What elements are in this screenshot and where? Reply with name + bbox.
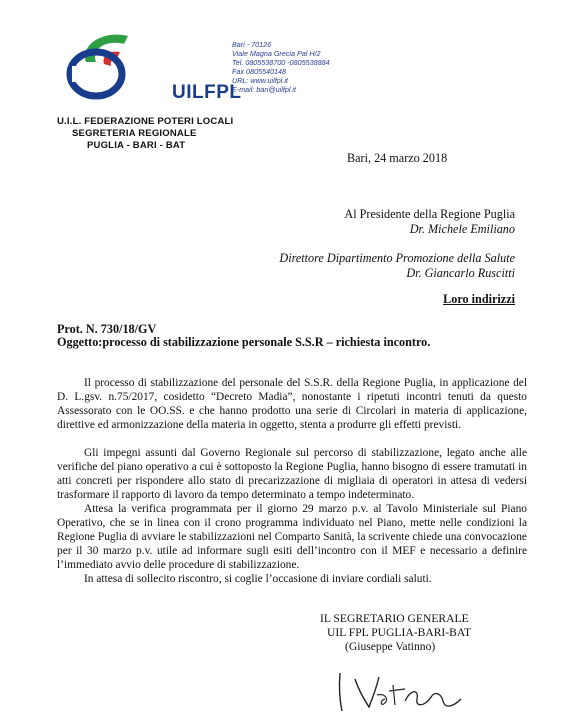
uilfpl-logo	[66, 26, 242, 106]
contact-block	[232, 40, 330, 94]
handwritten-signature	[315, 667, 465, 717]
contact-line: URL: www.uilfpl.it	[232, 76, 288, 85]
letter-date: Bari, 24 marzo 2018	[347, 151, 448, 165]
contact-line: Tel. 0805538700 -0805538884	[232, 58, 330, 67]
loro-indirizzi: Loro indirizzi	[443, 292, 515, 306]
body-paragraph-2: Gli impegni assunti dal Governo Regionale sul percorso di stabilizzazione, legato anche alle verifiche del piano operativo a cui è sottoposto la Regione Puglia, hanno bisogno di essere tramutati in atti concreti per rispondere allo stato di precarizzazione di migliaia di operatori in attesa di vedersi trasformare il rapporto di lavoro da tempo determinato a tempo indeterminato.	[57, 447, 527, 501]
org-line-2: SEGRETERIA REGIONALE	[72, 128, 197, 139]
subject-line: Oggetto:processo di stabilizzazione personale S.S.R – richiesta incontro.	[57, 335, 431, 349]
body-paragraph-1: Il processo di stabilizzazione del personale del S.S.R. della Regione Puglia, in applicazione del D. L.gsv. n.75/2017, cosidetto “Decreto Madia”, nonostante i ripetuti incontri tenuti da questo Assessorato con le OO.SS. e che hanno prodotto una serie di Circolari in materia di applicazione, direttive ed armonizzazione della materia in oggetto, stenta a produrre gli effetti previsti.	[57, 377, 527, 431]
signature-org: UIL FPL PUGLIA-BARI-BAT	[327, 626, 472, 639]
recipient-1-name: Dr. Michele Emiliano	[409, 222, 515, 236]
recipient-2-title: Direttore Dipartimento Promozione della Salute	[279, 251, 515, 265]
org-line-1: U.I.L. FEDERAZIONE POTERI LOCALI	[57, 116, 234, 127]
recipient-2-name: Dr. Giancarlo Ruscitti	[406, 266, 515, 280]
protocol-number: Prot. N. 730/18/GV	[57, 322, 157, 336]
org-line-3: PUGLIA - BARI - BAT	[87, 140, 186, 151]
signature-name: (Giuseppe Vatinno)	[345, 640, 436, 653]
contact-line: Viale Magna Grecia Pal H/2	[232, 49, 321, 58]
body-paragraph-3: Attesa la verifica programmata per il giorno 29 marzo p.v. al Tavolo Ministeriale sul Piano Operativo, che se in linea con il crono programma individuato nel Piano, mette nelle condizioni la Regione Puglia di avviare le stabilizzazioni nel Comparto Sanità, la scrivente chiede una convocazione per il 30 marzo p.v. utile ad informare sugli esiti dell’incontro con il MEF e necessario a definire l’immediato avvio delle procedure di stabilizzazione.	[57, 503, 527, 571]
logo-text: UILFPL	[172, 82, 242, 103]
contact-line: Bari - 70126	[232, 40, 272, 49]
body-paragraph-4: In attesa di sollecito riscontro, si coglie l’occasione di inviare cordiali saluti.	[84, 573, 432, 585]
signature-title: IL SEGRETARIO GENERALE	[320, 612, 469, 625]
contact-line: E-mail: bari@uilfpl.it	[232, 85, 297, 94]
recipient-1-title: Al Presidente della Regione Puglia	[344, 207, 515, 221]
contact-line: Fax 0805540148	[232, 67, 286, 76]
